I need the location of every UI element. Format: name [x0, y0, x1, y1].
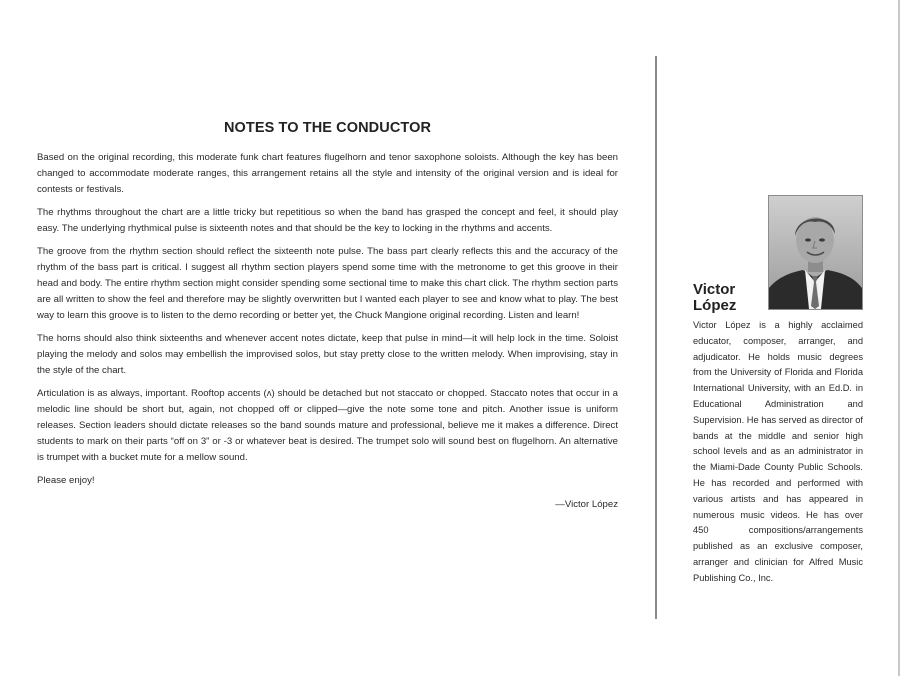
bio-name-last: López — [693, 297, 737, 314]
column-divider — [655, 56, 657, 619]
notes-paragraph-2: The rhythms throughout the chart are a little tricky but repetitious so when the band has grasped the concept and feel, it should play easy. The underlying rhythmical pulse is sixteenth notes and that should be the key to locking in the rhythms and accents. — [37, 207, 618, 234]
bio-name-first: Victor — [693, 281, 736, 298]
notes-title: NOTES TO THE CONDUCTOR — [223, 120, 432, 136]
notes-paragraph-5: Articulation is as always, important. Rooftop accents (ʌ) should be detached but not staccato or chopped. Staccato notes that occur in a melodic line should be short but, again, not chopped off or clipped—give the note some tone and pitch. Another issue is uniform releases. Section leaders should dictate releases so the band sounds mature and professional, believe me it makes a difference. Direct students to mark on their parts “off on 3” or -3 or whatever beat is desired. The trumpet solo will sound best on flugelhorn. An alternative is trumpet with a bucket mute for a mellow sound. — [37, 388, 618, 463]
notes-paragraph-1: Based on the original recording, this moderate funk chart features flugelhorn and tenor saxophone soloists. Although the key has been changed to accommodate moderate ranges, this arrangement retains all the style and intensity of the original version and is ideal for contests or festivals. — [37, 152, 618, 195]
notes-section — [37, 120, 618, 510]
bio-name — [693, 282, 736, 314]
author-photo — [768, 195, 863, 310]
notes-paragraph-4: The horns should also think sixteenths and whenever accent notes dictate, keep that pulse in mind—it will help lock in the time. Soloist playing the melody and solos may embellish the improvised solos, but stay pretty close to the written melody. When improvising, stay in the style of the chart. — [37, 333, 618, 376]
bio-section — [693, 195, 863, 587]
notes-signoff: Please enjoy! — [37, 475, 95, 486]
author-portrait-icon — [769, 196, 862, 309]
notes-signature: —Victor López — [555, 499, 618, 510]
bio-text: Victor López is a highly acclaimed educator, composer, arranger, and adjudicator. He holds music degrees from the University of Florida and Florida International University, with an Ed.D. in Educational Administration and Supervision. He has served as director of bands at the middle and senior high school levels and as an administrator in the Miami-Dade County Public Schools. He has recorded and performed with various artists and has appeared in numerous music videos. He has over 450 compositions/arrangements published as an exclusive composer, arranger and clinician for Alfred Music Publishing Co., Inc. — [693, 320, 864, 583]
bio-header — [693, 195, 863, 318]
notes-paragraph-3: The groove from the rhythm section should reflect the sixteenth note pulse. The bass part clearly reflects this and the accuracy of the rhythm of the bass part is critical. I suggest all rhythm section players spend some time with the metronome to get this groove in their head and body. The entire rhythm section might consider spending some sectional time to make this chart click. The rhythm section parts are all written to show the feel and therefore may be slightly overwritten but I wanted each player to see and know what to play. The best way to learn this groove is to listen to the demo recording or better yet, the Chuck Mangione original recording. Listen and learn! — [37, 246, 618, 321]
